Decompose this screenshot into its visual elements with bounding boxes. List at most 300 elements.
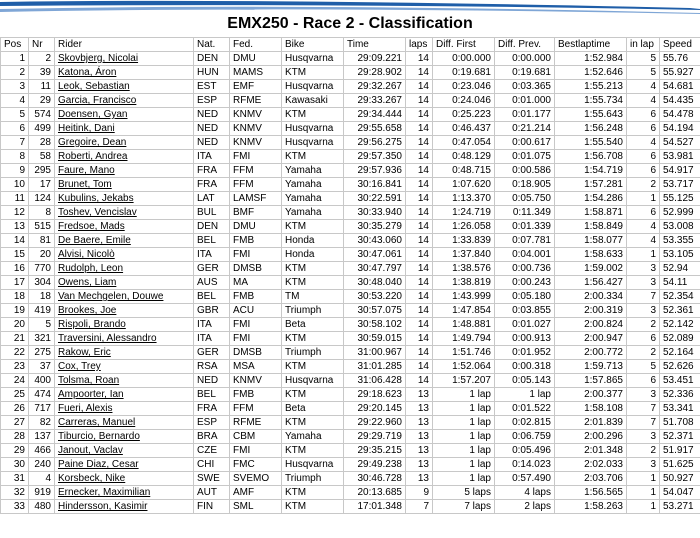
rider-cell[interactable]: Brookes, Joe xyxy=(55,304,194,318)
bike-cell: KTM xyxy=(282,108,344,122)
rider-cell[interactable]: Janout, Vaclav xyxy=(55,444,194,458)
diff-prev-cell: 0:18.905 xyxy=(495,178,555,192)
nat-cell: NED xyxy=(194,136,230,150)
laps-cell: 13 xyxy=(406,458,433,472)
table-row xyxy=(1,360,700,374)
pos-cell: 26 xyxy=(1,402,29,416)
rider-cell[interactable]: Toshev, Vencislav xyxy=(55,206,194,220)
nat-cell: FIN xyxy=(194,500,230,514)
in-lap-cell: 5 xyxy=(627,360,660,374)
nat-cell: DEN xyxy=(194,220,230,234)
speed-cell: 52.999 xyxy=(660,206,700,220)
time-cell: 29:35.215 xyxy=(344,444,406,458)
table-row xyxy=(1,388,700,402)
fed-cell: EMF xyxy=(230,80,282,94)
bestlaptime-cell: 1:55.213 xyxy=(555,80,627,94)
speed-cell: 52.626 xyxy=(660,360,700,374)
bestlaptime-cell: 1:55.643 xyxy=(555,108,627,122)
rider-cell[interactable]: Roberti, Andrea xyxy=(55,150,194,164)
diff-first-cell: 0:24.046 xyxy=(433,94,495,108)
pos-cell: 1 xyxy=(1,52,29,66)
in-lap-cell: 6 xyxy=(627,122,660,136)
table-row xyxy=(1,346,700,360)
time-cell: 30:47.061 xyxy=(344,248,406,262)
diff-first-cell: 1:43.999 xyxy=(433,290,495,304)
in-lap-cell: 6 xyxy=(627,374,660,388)
nr-cell: 295 xyxy=(29,164,55,178)
in-lap-cell: 2 xyxy=(627,178,660,192)
bike-cell: Husqvarna xyxy=(282,136,344,150)
diff-prev-cell: 0:19.681 xyxy=(495,66,555,80)
diff-prev-cell: 0:03.365 xyxy=(495,80,555,94)
rider-cell[interactable]: Faure, Mano xyxy=(55,164,194,178)
diff-first-cell: 1:52.064 xyxy=(433,360,495,374)
speed-cell: 54.917 xyxy=(660,164,700,178)
diff-prev-cell: 0:07.781 xyxy=(495,234,555,248)
table-row xyxy=(1,416,700,430)
rider-cell[interactable]: Leok, Sebastian xyxy=(55,80,194,94)
in-lap-cell: 4 xyxy=(627,80,660,94)
in-lap-cell: 4 xyxy=(627,94,660,108)
nr-cell: 8 xyxy=(29,206,55,220)
classification-table xyxy=(0,37,700,514)
nat-cell: RSA xyxy=(194,360,230,374)
nat-cell: ITA xyxy=(194,332,230,346)
speed-cell: 53.008 xyxy=(660,220,700,234)
diff-first-cell: 0:48.129 xyxy=(433,150,495,164)
speed-cell: 54.478 xyxy=(660,108,700,122)
time-cell: 29:32.267 xyxy=(344,80,406,94)
bike-cell: Husqvarna xyxy=(282,122,344,136)
fed-cell: FMB xyxy=(230,234,282,248)
time-cell: 29:29.719 xyxy=(344,430,406,444)
rider-cell[interactable]: Cox, Trey xyxy=(55,360,194,374)
bestlaptime-cell: 1:55.734 xyxy=(555,94,627,108)
nat-cell: ESP xyxy=(194,94,230,108)
nr-cell: 275 xyxy=(29,346,55,360)
in-lap-cell: 6 xyxy=(627,150,660,164)
bike-cell: Yamaha xyxy=(282,192,344,206)
pos-cell: 11 xyxy=(1,192,29,206)
diff-first-cell: 1 lap xyxy=(433,430,495,444)
bike-cell: KTM xyxy=(282,486,344,500)
laps-cell: 14 xyxy=(406,374,433,388)
table-row xyxy=(1,290,700,304)
bestlaptime-cell: 2:00.772 xyxy=(555,346,627,360)
rider-cell[interactable]: Katona, Áron xyxy=(55,66,194,80)
diff-first-cell: 0:46.437 xyxy=(433,122,495,136)
laps-cell: 14 xyxy=(406,108,433,122)
bike-cell: KTM xyxy=(282,276,344,290)
diff-prev-cell: 0:05.750 xyxy=(495,192,555,206)
diff-prev-cell: 0:01.027 xyxy=(495,318,555,332)
nr-cell: 137 xyxy=(29,430,55,444)
nat-cell: ITA xyxy=(194,150,230,164)
table-row xyxy=(1,136,700,150)
speed-cell: 50.927 xyxy=(660,472,700,486)
bestlaptime-cell: 1:52.984 xyxy=(555,52,627,66)
table-row xyxy=(1,80,700,94)
fed-cell: DMSB xyxy=(230,346,282,360)
in-lap-cell: 6 xyxy=(627,332,660,346)
column-header-fed: Fed. xyxy=(230,38,282,52)
table-row xyxy=(1,430,700,444)
nr-cell: 717 xyxy=(29,402,55,416)
time-cell: 29:34.444 xyxy=(344,108,406,122)
table-row xyxy=(1,332,700,346)
column-header-rider: Rider xyxy=(55,38,194,52)
bike-cell: Triumph xyxy=(282,472,344,486)
nr-cell: 321 xyxy=(29,332,55,346)
bike-cell: Kawasaki xyxy=(282,94,344,108)
rider-cell[interactable]: Tolsma, Roan xyxy=(55,374,194,388)
speed-cell: 54.527 xyxy=(660,136,700,150)
diff-first-cell: 1:24.719 xyxy=(433,206,495,220)
table-row xyxy=(1,486,700,500)
fed-cell: FMI xyxy=(230,318,282,332)
pos-cell: 2 xyxy=(1,66,29,80)
bestlaptime-cell: 2:00.377 xyxy=(555,388,627,402)
pos-cell: 24 xyxy=(1,374,29,388)
laps-cell: 13 xyxy=(406,430,433,444)
rider-cell[interactable]: Rispoli, Brando xyxy=(55,318,194,332)
bestlaptime-cell: 1:56.708 xyxy=(555,150,627,164)
time-cell: 30:33.940 xyxy=(344,206,406,220)
diff-prev-cell: 0:01.522 xyxy=(495,402,555,416)
rider-cell[interactable]: Korsbeck, Nike xyxy=(55,472,194,486)
in-lap-cell: 3 xyxy=(627,276,660,290)
time-cell: 30:58.102 xyxy=(344,318,406,332)
laps-cell: 7 xyxy=(406,500,433,514)
in-lap-cell: 4 xyxy=(627,234,660,248)
diff-prev-cell: 0:05.143 xyxy=(495,374,555,388)
nat-cell: ESP xyxy=(194,416,230,430)
nr-cell: 5 xyxy=(29,318,55,332)
in-lap-cell: 2 xyxy=(627,318,660,332)
table-row xyxy=(1,122,700,136)
laps-cell: 14 xyxy=(406,234,433,248)
table-row xyxy=(1,150,700,164)
rider-cell[interactable]: Fueri, Alexis xyxy=(55,402,194,416)
pos-cell: 32 xyxy=(1,486,29,500)
diff-prev-cell: 0:02.815 xyxy=(495,416,555,430)
diff-first-cell: 1:33.839 xyxy=(433,234,495,248)
fed-cell: KNMV xyxy=(230,374,282,388)
column-header-speed: Speed xyxy=(660,38,700,52)
bike-cell: KTM xyxy=(282,150,344,164)
pos-cell: 28 xyxy=(1,430,29,444)
laps-cell: 13 xyxy=(406,402,433,416)
fed-cell: FMB xyxy=(230,290,282,304)
time-cell: 31:06.428 xyxy=(344,374,406,388)
bike-cell: KTM xyxy=(282,262,344,276)
nr-cell: 28 xyxy=(29,136,55,150)
table-row xyxy=(1,500,700,514)
bike-cell: KTM xyxy=(282,444,344,458)
bestlaptime-cell: 1:52.646 xyxy=(555,66,627,80)
rider-cell[interactable]: Kubulins, Jekabs xyxy=(55,192,194,206)
rider-cell[interactable]: Hindersson, Kasimir xyxy=(55,500,194,514)
bestlaptime-cell: 1:55.540 xyxy=(555,136,627,150)
nr-cell: 17 xyxy=(29,178,55,192)
rider-cell[interactable]: Heitink, Dani xyxy=(55,122,194,136)
diff-first-cell: 1:57.207 xyxy=(433,374,495,388)
pos-cell: 27 xyxy=(1,416,29,430)
speed-cell: 51.625 xyxy=(660,458,700,472)
speed-cell: 52.94 xyxy=(660,262,700,276)
time-cell: 30:22.591 xyxy=(344,192,406,206)
rider-cell[interactable]: Brunet, Tom xyxy=(55,178,194,192)
fed-cell: FMI xyxy=(230,444,282,458)
time-cell: 30:57.075 xyxy=(344,304,406,318)
in-lap-cell: 2 xyxy=(627,444,660,458)
rider-cell[interactable]: Tiburcio, Bernardo xyxy=(55,430,194,444)
in-lap-cell: 3 xyxy=(627,430,660,444)
bestlaptime-cell: 1:57.865 xyxy=(555,374,627,388)
table-row xyxy=(1,262,700,276)
speed-cell: 51.917 xyxy=(660,444,700,458)
table-row xyxy=(1,192,700,206)
nr-cell: 37 xyxy=(29,360,55,374)
diff-first-cell: 7 laps xyxy=(433,500,495,514)
diff-first-cell: 1:47.854 xyxy=(433,304,495,318)
time-cell: 30:46.728 xyxy=(344,472,406,486)
time-cell: 29:09.221 xyxy=(344,52,406,66)
rider-cell[interactable]: Ampoorter, Ian xyxy=(55,388,194,402)
table-row xyxy=(1,52,700,66)
time-cell: 30:43.060 xyxy=(344,234,406,248)
fed-cell: FMI xyxy=(230,332,282,346)
bestlaptime-cell: 1:58.108 xyxy=(555,402,627,416)
nat-cell: DEN xyxy=(194,52,230,66)
diff-prev-cell: 0:05.180 xyxy=(495,290,555,304)
rider-cell[interactable]: Owens, Liam xyxy=(55,276,194,290)
fed-cell: DMU xyxy=(230,220,282,234)
diff-first-cell: 1 lap xyxy=(433,388,495,402)
bestlaptime-cell: 1:59.002 xyxy=(555,262,627,276)
rider-cell[interactable]: Paine Diaz, Cesar xyxy=(55,458,194,472)
time-cell: 29:22.960 xyxy=(344,416,406,430)
nat-cell: BUL xyxy=(194,206,230,220)
nr-cell: 39 xyxy=(29,66,55,80)
bestlaptime-cell: 1:59.713 xyxy=(555,360,627,374)
diff-prev-cell: 0:14.023 xyxy=(495,458,555,472)
fed-cell: FMC xyxy=(230,458,282,472)
time-cell: 20:13.685 xyxy=(344,486,406,500)
bike-cell: KTM xyxy=(282,360,344,374)
fed-cell: RFME xyxy=(230,416,282,430)
rider-cell[interactable]: Rudolph, Leon xyxy=(55,262,194,276)
nr-cell: 400 xyxy=(29,374,55,388)
bestlaptime-cell: 2:01.839 xyxy=(555,416,627,430)
column-header-in-lap: in lap xyxy=(627,38,660,52)
rider-cell[interactable]: De Baere, Emile xyxy=(55,234,194,248)
speed-cell: 52.371 xyxy=(660,430,700,444)
rider-cell[interactable]: Ernecker, Maximilian xyxy=(55,486,194,500)
pos-cell: 23 xyxy=(1,360,29,374)
in-lap-cell: 6 xyxy=(627,108,660,122)
in-lap-cell: 1 xyxy=(627,192,660,206)
in-lap-cell: 5 xyxy=(627,52,660,66)
diff-first-cell: 1:13.370 xyxy=(433,192,495,206)
fed-cell: FMB xyxy=(230,388,282,402)
rider-cell[interactable]: Gregoire, Dean xyxy=(55,136,194,150)
fed-cell: MSA xyxy=(230,360,282,374)
in-lap-cell: 4 xyxy=(627,136,660,150)
rider-cell[interactable]: Carreras, Manuel xyxy=(55,416,194,430)
laps-cell: 14 xyxy=(406,318,433,332)
pos-cell: 8 xyxy=(1,150,29,164)
bike-cell: KTM xyxy=(282,332,344,346)
table-row xyxy=(1,248,700,262)
diff-prev-cell: 0:01.177 xyxy=(495,108,555,122)
pos-cell: 29 xyxy=(1,444,29,458)
time-cell: 29:55.658 xyxy=(344,122,406,136)
bike-cell: KTM xyxy=(282,416,344,430)
nat-cell: ITA xyxy=(194,318,230,332)
laps-cell: 14 xyxy=(406,346,433,360)
diff-prev-cell: 0:00.000 xyxy=(495,52,555,66)
bike-cell: Husqvarna xyxy=(282,374,344,388)
diff-prev-cell: 0:01.000 xyxy=(495,94,555,108)
rider-cell[interactable]: Rakow, Eric xyxy=(55,346,194,360)
speed-cell: 52.142 xyxy=(660,318,700,332)
nat-cell: HUN xyxy=(194,66,230,80)
laps-cell: 14 xyxy=(406,290,433,304)
diff-first-cell: 0:48.715 xyxy=(433,164,495,178)
rider-cell[interactable]: Garcia, Francisco xyxy=(55,94,194,108)
speed-cell: 52.089 xyxy=(660,332,700,346)
diff-first-cell: 1 lap xyxy=(433,402,495,416)
fed-cell: KNMV xyxy=(230,108,282,122)
nr-cell: 29 xyxy=(29,94,55,108)
diff-prev-cell: 0:03.855 xyxy=(495,304,555,318)
fed-cell: FMI xyxy=(230,150,282,164)
laps-cell: 14 xyxy=(406,150,433,164)
pos-cell: 18 xyxy=(1,290,29,304)
column-header-bestlaptime: Bestlaptime xyxy=(555,38,627,52)
table-row xyxy=(1,318,700,332)
bestlaptime-cell: 2:00.947 xyxy=(555,332,627,346)
in-lap-cell: 6 xyxy=(627,164,660,178)
speed-cell: 53.981 xyxy=(660,150,700,164)
pos-cell: 7 xyxy=(1,136,29,150)
pos-cell: 6 xyxy=(1,122,29,136)
pos-cell: 12 xyxy=(1,206,29,220)
table-row xyxy=(1,220,700,234)
speed-cell: 55.76 xyxy=(660,52,700,66)
laps-cell: 14 xyxy=(406,136,433,150)
bestlaptime-cell: 1:58.849 xyxy=(555,220,627,234)
column-header-bike: Bike xyxy=(282,38,344,52)
rider-cell[interactable]: Alvisi, Nicolò xyxy=(55,248,194,262)
time-cell: 29:57.936 xyxy=(344,164,406,178)
pos-cell: 10 xyxy=(1,178,29,192)
rider-cell[interactable]: Traversini, Alessandro xyxy=(55,332,194,346)
nr-cell: 11 xyxy=(29,80,55,94)
pos-cell: 13 xyxy=(1,220,29,234)
nr-cell: 18 xyxy=(29,290,55,304)
rider-cell[interactable]: Van Mechgelen, Douwe xyxy=(55,290,194,304)
nat-cell: NED xyxy=(194,122,230,136)
fed-cell: ACU xyxy=(230,304,282,318)
nat-cell: EST xyxy=(194,80,230,94)
nr-cell: 466 xyxy=(29,444,55,458)
bike-cell: Husqvarna xyxy=(282,458,344,472)
laps-cell: 13 xyxy=(406,388,433,402)
fed-cell: KNMV xyxy=(230,136,282,150)
diff-prev-cell: 0:01.339 xyxy=(495,220,555,234)
pos-cell: 21 xyxy=(1,332,29,346)
speed-cell: 54.435 xyxy=(660,94,700,108)
time-cell: 30:16.841 xyxy=(344,178,406,192)
time-cell: 29:56.275 xyxy=(344,136,406,150)
laps-cell: 14 xyxy=(406,94,433,108)
in-lap-cell: 6 xyxy=(627,206,660,220)
fed-cell: FFM xyxy=(230,402,282,416)
time-cell: 30:53.220 xyxy=(344,290,406,304)
diff-first-cell: 1:49.794 xyxy=(433,332,495,346)
bestlaptime-cell: 1:54.286 xyxy=(555,192,627,206)
in-lap-cell: 3 xyxy=(627,458,660,472)
speed-cell: 53.271 xyxy=(660,500,700,514)
laps-cell: 14 xyxy=(406,206,433,220)
nr-cell: 4 xyxy=(29,472,55,486)
laps-cell: 13 xyxy=(406,416,433,430)
pos-cell: 15 xyxy=(1,248,29,262)
nat-cell: BEL xyxy=(194,234,230,248)
diff-first-cell: 0:47.054 xyxy=(433,136,495,150)
nr-cell: 770 xyxy=(29,262,55,276)
laps-cell: 13 xyxy=(406,472,433,486)
bestlaptime-cell: 2:02.033 xyxy=(555,458,627,472)
time-cell: 30:59.015 xyxy=(344,332,406,346)
bestlaptime-cell: 2:00.296 xyxy=(555,430,627,444)
pos-cell: 5 xyxy=(1,108,29,122)
nat-cell: SWE xyxy=(194,472,230,486)
diff-first-cell: 0:25.223 xyxy=(433,108,495,122)
pos-cell: 14 xyxy=(1,234,29,248)
header-row xyxy=(1,38,700,52)
nat-cell: NED xyxy=(194,108,230,122)
pos-cell: 30 xyxy=(1,458,29,472)
fed-cell: DMU xyxy=(230,52,282,66)
laps-cell: 14 xyxy=(406,52,433,66)
rider-cell[interactable]: Doensen, Gyan xyxy=(55,108,194,122)
table-row xyxy=(1,66,700,80)
diff-prev-cell: 0:00.243 xyxy=(495,276,555,290)
bike-cell: Yamaha xyxy=(282,178,344,192)
in-lap-cell: 7 xyxy=(627,402,660,416)
nr-cell: 574 xyxy=(29,108,55,122)
laps-cell: 14 xyxy=(406,304,433,318)
column-header-diff-prev: Diff. Prev. xyxy=(495,38,555,52)
diff-first-cell: 1:26.058 xyxy=(433,220,495,234)
diff-prev-cell: 2 laps xyxy=(495,500,555,514)
in-lap-cell: 1 xyxy=(627,500,660,514)
diff-prev-cell: 0:00.736 xyxy=(495,262,555,276)
fed-cell: SVEMO xyxy=(230,472,282,486)
rider-cell[interactable]: Fredsoe, Mads xyxy=(55,220,194,234)
nr-cell: 304 xyxy=(29,276,55,290)
time-cell: 29:57.350 xyxy=(344,150,406,164)
laps-cell: 14 xyxy=(406,220,433,234)
diff-first-cell: 0:00.000 xyxy=(433,52,495,66)
nat-cell: CZE xyxy=(194,444,230,458)
rider-cell[interactable]: Skovbjerg, Nicolai xyxy=(55,52,194,66)
bestlaptime-cell: 1:58.263 xyxy=(555,500,627,514)
time-cell: 30:47.797 xyxy=(344,262,406,276)
